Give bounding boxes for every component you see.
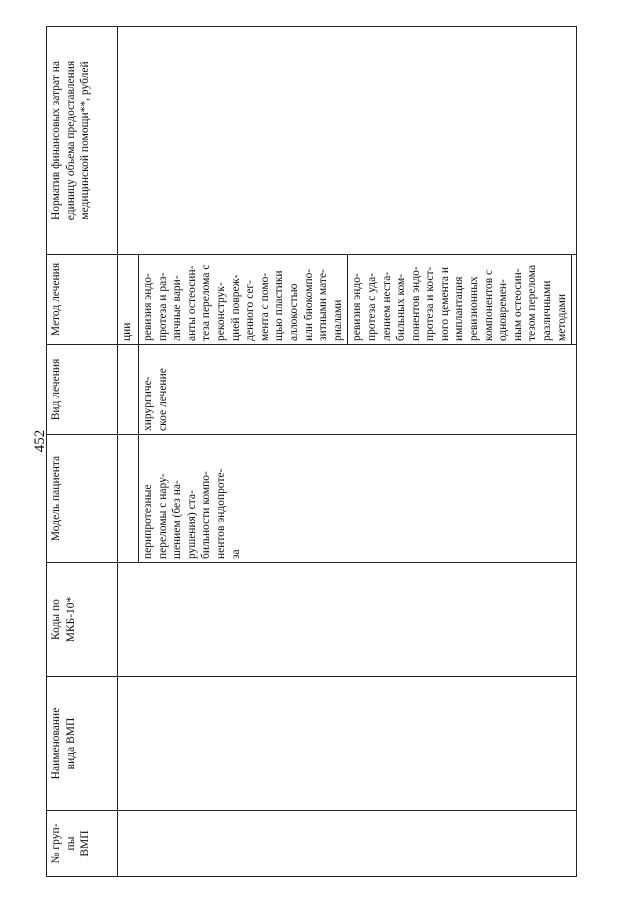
page-number: 452 xyxy=(32,429,48,453)
cell-treatment-type: хирургиче- ское лечение xyxy=(139,345,577,435)
header-treatment-method: Метод лечения xyxy=(47,255,118,345)
header-group-number: № груп- пы ВМП xyxy=(47,811,118,877)
header-icd-codes: Коды по МКБ-10* xyxy=(47,563,118,677)
cell-group-number xyxy=(118,811,577,877)
cell-patient-model-top xyxy=(118,435,139,563)
header-row xyxy=(47,27,118,877)
cell-vmp-name xyxy=(118,677,577,811)
header-treatment-type: Вид лечения xyxy=(47,345,118,435)
vmp-table xyxy=(46,26,577,877)
cell-method-top: ции xyxy=(118,255,139,345)
cell-icd-codes xyxy=(118,563,577,677)
cell-method-2: ревизия эндо- протеза с уда- лением неста- бильных ком- понентов эндо- протеза и кост- ного цемента и имплантация ревизионных компонентов с одновремен- ным остеосин- тезом перелома различными методами xyxy=(348,255,572,345)
table-rotated-wrapper xyxy=(46,27,568,877)
cell-cost-standard xyxy=(118,27,577,255)
cell-patient-model: перипротезные переломы с нару- шением (без на- рушения) ста- бильности компо- нентов эндопроте- за xyxy=(139,435,577,563)
cell-treatment-type-top xyxy=(118,345,139,435)
header-cost-standard: Норматив финансовых затрат на единицу объема предоставления медицинской помощи**, рублей xyxy=(47,27,118,255)
table-row xyxy=(118,27,139,877)
header-patient-model: Модель пациента xyxy=(47,435,118,563)
header-vmp-name: Наименование вида ВМП xyxy=(47,677,118,811)
cell-method-blank xyxy=(572,255,577,345)
cell-method-1: ревизия эндо- протеза и раз- личные вари- анты остеосин- теза перелома с реконструк- цией повреж- денного сег- мента с помо- щью пластики аллокостью или биокомпо- зитными мате- риалами xyxy=(139,255,348,345)
